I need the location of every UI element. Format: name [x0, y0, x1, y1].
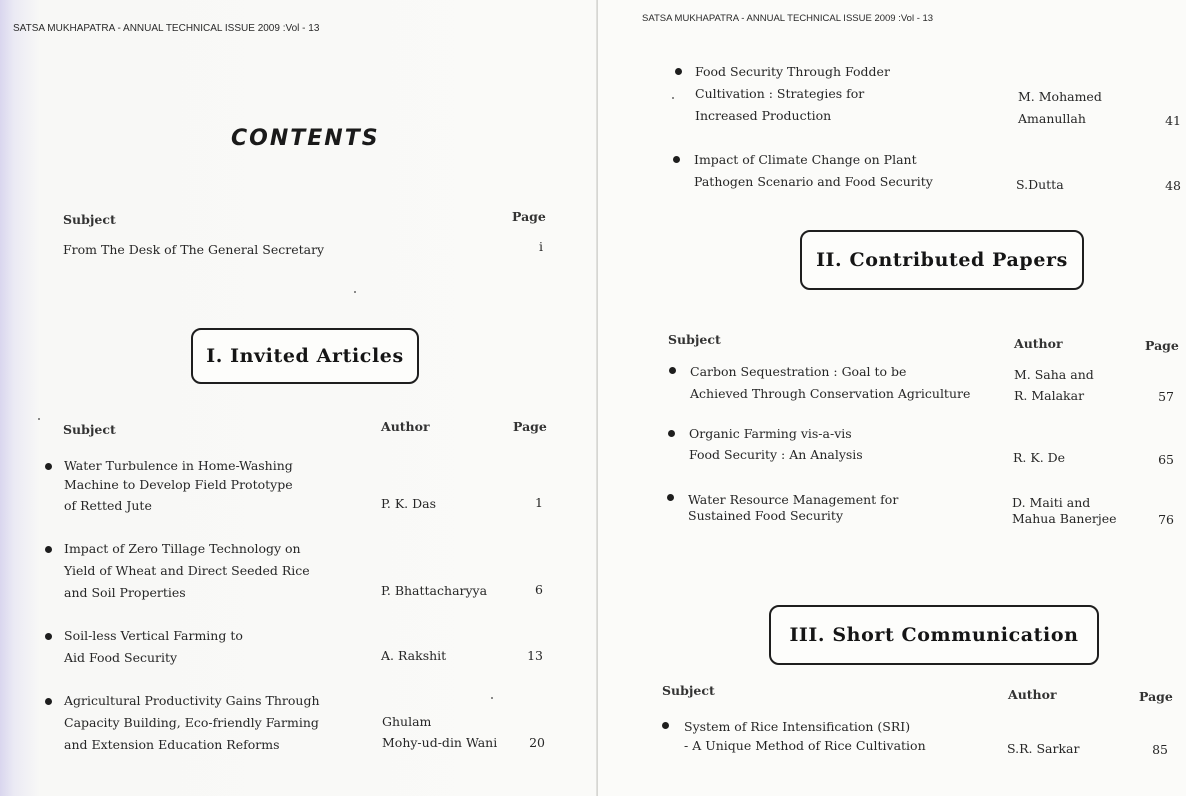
- running-head: SATSA MUKHAPATRA - ANNUAL TECHNICAL ISSUE 2009 :Vol - 13: [642, 13, 934, 24]
- author-header: Author: [381, 419, 430, 434]
- entry-page: 13: [527, 648, 543, 663]
- right-page: [598, 0, 1186, 796]
- entry-author: S.R. Sarkar: [1007, 741, 1080, 756]
- bullet-icon: [675, 68, 682, 75]
- author-header: Author: [1008, 687, 1057, 702]
- entry-author: A. Rakshit: [381, 648, 447, 663]
- bullet-icon: [673, 156, 680, 163]
- print-speck: [491, 697, 493, 699]
- entry-subject-line: and Soil Properties: [64, 585, 186, 600]
- print-speck: [672, 97, 674, 99]
- entry-subject-line: Cultivation : Strategies for: [695, 86, 865, 101]
- print-speck: [38, 418, 40, 420]
- entry-author: M. Mohamed: [1018, 89, 1102, 104]
- entry-subject-line: Achieved Through Conservation Agriculture: [690, 386, 971, 401]
- bullet-icon: [45, 546, 52, 553]
- entry-subject-line: Aid Food Security: [64, 650, 178, 665]
- entry-subject-line: Organic Farming vis-a-vis: [689, 426, 852, 441]
- entry-page: 48: [1165, 178, 1181, 193]
- front-subject-header: Subject: [63, 212, 116, 227]
- entry-subject-line: Yield of Wheat and Direct Seeded Rice: [64, 563, 310, 578]
- section-invited-articles: I. Invited Articles: [191, 328, 419, 384]
- bullet-icon: [662, 722, 669, 729]
- entry-author: Amanullah: [1018, 111, 1086, 126]
- entry-subject-line: Impact of Zero Tillage Technology on: [64, 541, 301, 556]
- contents-title: CONTENTS: [231, 126, 380, 151]
- bullet-icon: [669, 367, 676, 374]
- entry-author: R. Malakar: [1014, 388, 1085, 403]
- entry-author: R. K. De: [1013, 450, 1066, 465]
- section-short-communication: III. Short Communication: [769, 605, 1099, 665]
- front-entry-subject: From The Desk of The General Secretary: [63, 242, 325, 257]
- entry-page: 85: [1152, 742, 1168, 757]
- entry-author: S.Dutta: [1016, 177, 1064, 192]
- entry-author: Ghulam: [382, 714, 432, 729]
- entry-subject-line: Water Resource Management for: [688, 492, 899, 507]
- bullet-icon: [45, 633, 52, 640]
- subject-header: Subject: [668, 332, 721, 347]
- entry-subject-line: Carbon Sequestration : Goal to be: [690, 364, 907, 379]
- entry-subject-line: Pathogen Scenario and Food Security: [694, 174, 933, 189]
- entry-page: 65: [1158, 452, 1174, 467]
- entry-subject-line: Soil-less Vertical Farming to: [64, 628, 243, 643]
- entry-author: P. K. Das: [381, 496, 436, 511]
- entry-subject-line: Increased Production: [695, 108, 832, 123]
- bullet-icon: [667, 494, 674, 501]
- subject-header: Subject: [662, 683, 715, 698]
- entry-subject-line: - A Unique Method of Rice Cultivation: [684, 738, 926, 753]
- entry-author: Mohy-ud-din Wani: [382, 735, 498, 750]
- page-header: Page: [513, 419, 547, 434]
- entry-author: P. Bhattacharyya: [381, 583, 488, 598]
- entry-subject-line: Food Security Through Fodder: [695, 64, 890, 79]
- section-contributed-papers: II. Contributed Papers: [800, 230, 1084, 290]
- print-speck: [354, 291, 356, 293]
- entry-subject-line: Agricultural Productivity Gains Through: [64, 693, 320, 708]
- entry-subject-line: Sustained Food Security: [688, 508, 844, 523]
- entry-subject-line: and Extension Education Reforms: [64, 737, 280, 752]
- entry-author: D. Maiti and: [1012, 495, 1091, 510]
- front-entry-page: i: [539, 239, 543, 254]
- author-header: Author: [1014, 336, 1063, 351]
- entry-subject-line: Water Turbulence in Home-Washing: [64, 458, 293, 473]
- entry-page: 57: [1158, 389, 1174, 404]
- entry-subject-line: Capacity Building, Eco-friendly Farming: [64, 715, 319, 730]
- entry-author: M. Saha and: [1014, 367, 1094, 382]
- subject-header: Subject: [63, 422, 116, 437]
- bullet-icon: [45, 463, 52, 470]
- entry-page: 20: [529, 735, 545, 750]
- front-page-header: Page: [512, 209, 546, 224]
- page-header: Page: [1145, 338, 1179, 353]
- entry-subject-line: System of Rice Intensification (SRI): [684, 719, 911, 734]
- page-header: Page: [1139, 689, 1173, 704]
- entry-subject-line: Food Security : An Analysis: [689, 447, 863, 462]
- entry-page: 6: [535, 582, 543, 597]
- entry-page: 41: [1165, 113, 1181, 128]
- entry-subject-line: of Retted Jute: [64, 498, 152, 513]
- entry-author: Mahua Banerjee: [1012, 511, 1117, 526]
- entry-page: 1: [535, 495, 543, 510]
- entry-subject-line: Impact of Climate Change on Plant: [694, 152, 917, 167]
- entry-page: 76: [1158, 512, 1174, 527]
- running-head: SATSA MUKHAPATRA - ANNUAL TECHNICAL ISSUE 2009 :Vol - 13: [13, 23, 320, 34]
- bullet-icon: [668, 430, 675, 437]
- bullet-icon: [45, 698, 52, 705]
- entry-subject-line: Machine to Develop Field Prototype: [64, 477, 293, 492]
